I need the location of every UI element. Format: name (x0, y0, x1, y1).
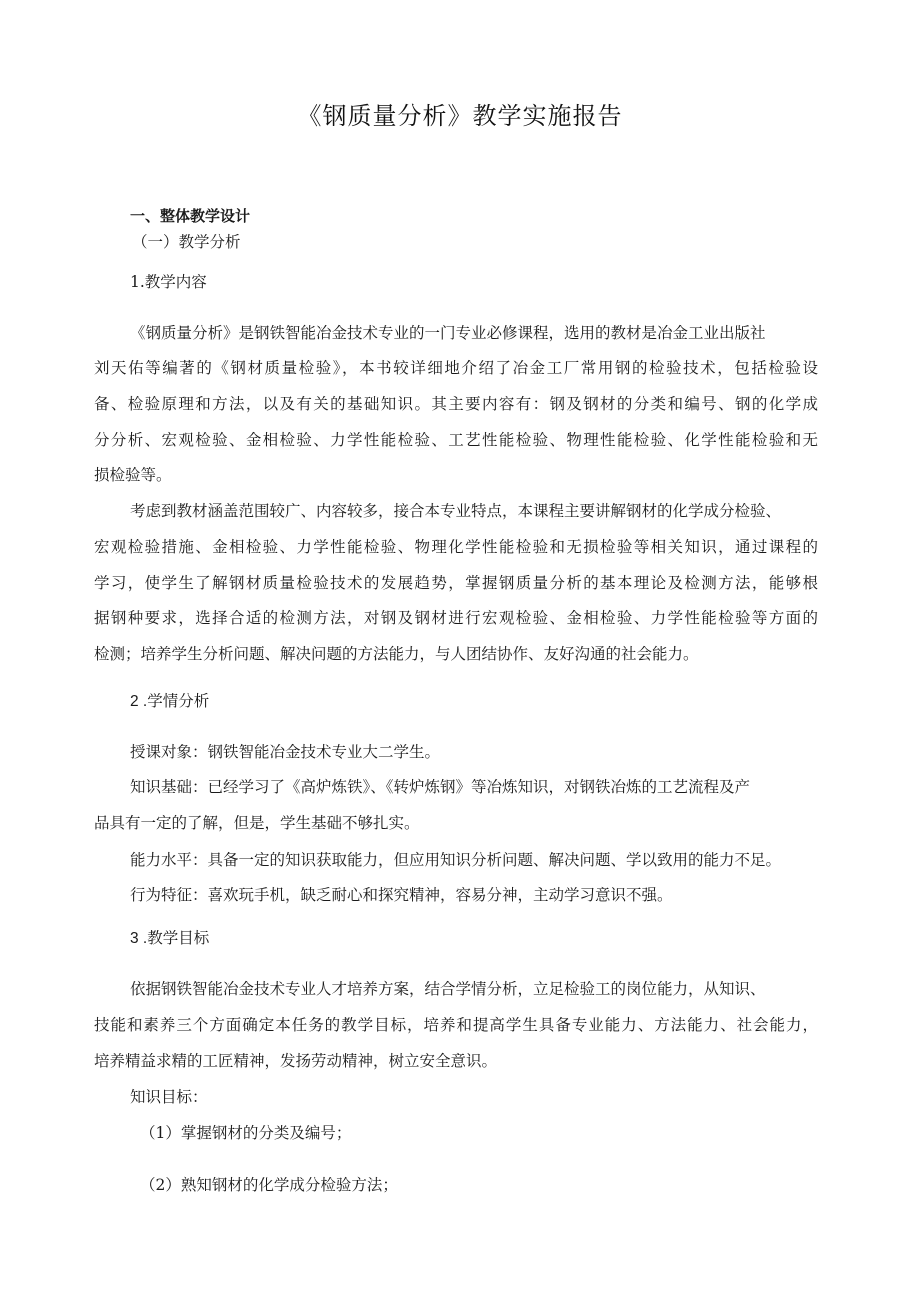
paragraph-line: 据钢种要求，选择合适的检测方法，对钢及钢材进行宏观检验、金相检验、力学性能检验等方面的 (94, 609, 818, 627)
document-title: 《钢质量分析》教学实施报告 (297, 102, 623, 130)
learner-line: 品具有一定的了解，但是，学生基础不够扎实。 (94, 814, 420, 832)
paragraph-line: 《钢质量分析》是钢铁智能冶金技术专业的一门专业必修课程，选用的教材是冶金工业出版社 (130, 324, 766, 342)
learner-line: 行为特征：喜欢玩手机，缺乏耐心和探究精神，容易分神，主动学习意识不强。 (130, 886, 673, 904)
section-heading: 一、整体教学设计 (130, 207, 251, 225)
paragraph-line: 技能和素养三个方面确定本任务的教学目标，培养和提高学生具备专业能力、方法能力、社会能力， (94, 1016, 818, 1034)
learner-line: 授课对象：钢铁智能冶金技术专业大二学生。 (130, 743, 441, 761)
paragraph-line: 培养精益求精的工匠精神，发扬劳动精神，树立安全意识。 (94, 1052, 498, 1070)
knowledge-goals-label: 知识目标： (130, 1088, 208, 1106)
learner-line: 知识基础：已经学习了《高炉炼铁》、《转炉炼钢》等冶炼知识，对钢铁冶炼的工艺流程及产 (130, 778, 751, 796)
item-heading-learners: 2 .学情分析 (130, 693, 210, 710)
paragraph-line: 检测；培养学生分析问题、解决问题的方法能力，与人团结协作、友好沟通的社会能力。 (94, 645, 699, 663)
paragraph-line: 宏观检验措施、金相检验、力学性能检验、物理化学性能检验和无损检验等相关知识，通过课程的 (94, 538, 818, 556)
paragraph-line: 依据钢铁智能冶金技术专业人才培养方案，结合学情分析，立足检验工的岗位能力，从知识、 (130, 980, 766, 998)
paragraph-line: 备、检验原理和方法，以及有关的基础知识。其主要内容有：钢及钢材的分类和编号、钢的化学成 (94, 395, 818, 413)
paragraph-line: 考虑到教材涵盖范围较广、内容较多，接合本专业特点，本课程主要讲解钢材的化学成分检验、 (130, 502, 782, 520)
item-heading-content: 1.教学内容 (130, 273, 207, 291)
paragraph-line: 损检验等。 (94, 466, 172, 484)
learner-line: 能力水平：具备一定的知识获取能力，但应用知识分析问题、解决问题、学以致用的能力不足。 (130, 851, 782, 869)
paragraph-line: 学习，使学生了解钢材质量检验技术的发展趋势，掌握钢质量分析的基本理论及检测方法，能够根 (94, 574, 818, 592)
item-heading-goals: 3 .教学目标 (130, 930, 210, 947)
subsection-heading: （一）教学分析 (132, 233, 241, 251)
goal-item: （1）掌握钢材的分类及编号； (140, 1124, 352, 1142)
paragraph-line: 刘天佑等编著的《钢材质量检验》，本书较详细地介绍了冶金工厂常用钢的检验技术，包括检验设 (94, 359, 818, 377)
paragraph-line: 分分析、宏观检验、金相检验、力学性能检验、工艺性能检验、物理性能检验、化学性能检验和无 (94, 431, 818, 449)
goal-item: （2）熟知钢材的化学成分检验方法； (140, 1176, 398, 1194)
